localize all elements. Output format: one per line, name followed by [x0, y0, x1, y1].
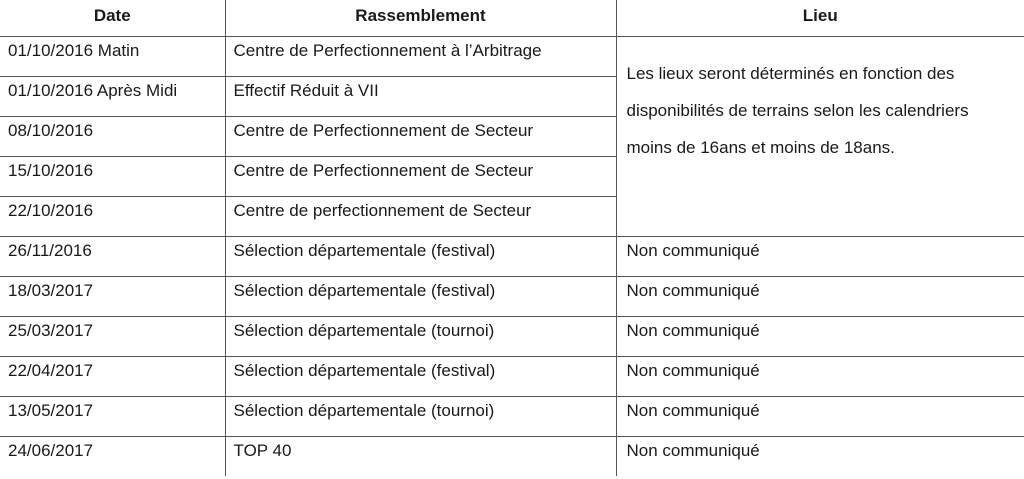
cell-rassemblement: Sélection départementale (festival) — [225, 276, 616, 316]
cell-rassemblement: Centre de perfectionnement de Secteur — [225, 196, 616, 236]
cell-rassemblement: Sélection départementale (festival) — [225, 356, 616, 396]
cell-lieu: Non communiqué — [616, 236, 1024, 276]
cell-lieu: Non communiqué — [616, 276, 1024, 316]
cell-date: 08/10/2016 — [0, 116, 225, 156]
cell-lieu: Non communiqué — [616, 316, 1024, 356]
table-row — [0, 316, 1024, 356]
cell-date: 26/11/2016 — [0, 236, 225, 276]
cell-rassemblement: Sélection départementale (tournoi) — [225, 396, 616, 436]
table-row — [0, 356, 1024, 396]
table-row — [0, 276, 1024, 316]
cell-date: 01/10/2016 Après Midi — [0, 76, 225, 116]
cell-lieu: Non communiqué — [616, 436, 1024, 476]
table-row — [0, 396, 1024, 436]
header-row — [0, 0, 1024, 36]
cell-rassemblement: Sélection départementale (festival) — [225, 236, 616, 276]
cell-rassemblement: Effectif Réduit à VII — [225, 76, 616, 116]
cell-lieu: Non communiqué — [616, 356, 1024, 396]
table-row — [0, 236, 1024, 276]
cell-date: 22/04/2017 — [0, 356, 225, 396]
cell-date: 18/03/2017 — [0, 276, 225, 316]
cell-date: 25/03/2017 — [0, 316, 225, 356]
cell-lieu-merged: Les lieux seront déterminés en fonction des disponibilités de terrains selon les calendriers moins de 16ans et moins de 18ans. — [616, 36, 1024, 236]
cell-rassemblement: Sélection départementale (tournoi) — [225, 316, 616, 356]
table-row — [0, 436, 1024, 476]
cell-rassemblement: TOP 40 — [225, 436, 616, 476]
cell-date: 15/10/2016 — [0, 156, 225, 196]
cell-rassemblement: Centre de Perfectionnement de Secteur — [225, 116, 616, 156]
table-row — [0, 36, 1024, 76]
cell-rassemblement: Centre de Perfectionnement de Secteur — [225, 156, 616, 196]
cell-date: 13/05/2017 — [0, 396, 225, 436]
cell-date: 01/10/2016 Matin — [0, 36, 225, 76]
cell-date: 22/10/2016 — [0, 196, 225, 236]
cell-lieu: Non communiqué — [616, 396, 1024, 436]
header-lieu: Lieu — [616, 0, 1024, 36]
cell-rassemblement: Centre de Perfectionnement à l’Arbitrage — [225, 36, 616, 76]
cell-date: 24/06/2017 — [0, 436, 225, 476]
header-date: Date — [0, 0, 225, 36]
header-rassemblement: Rassemblement — [225, 0, 616, 36]
